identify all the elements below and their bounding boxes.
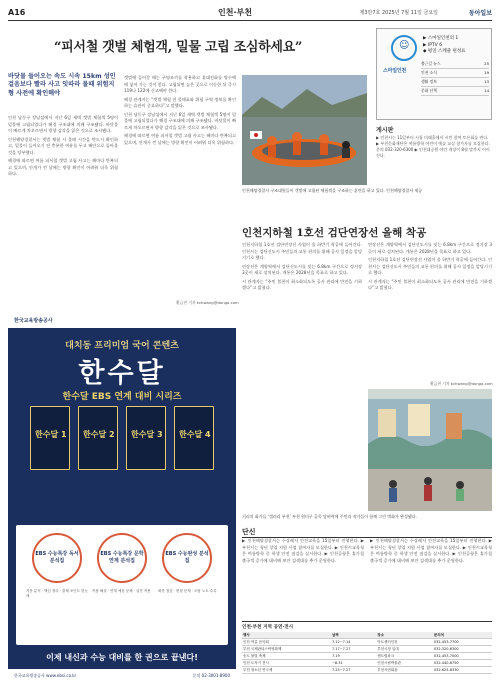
notice-text: ▶ 인천시는 11일부터 시청 미래홀에서 시민 참여 토론회를 연다. ▶ 부천문화재단은 여름방학 어린이 예술 교실 참가자를 모집한다. 문의 032-320-6300 ▶ 인천대공원 야간 개장이 8월 말까지 이어진다.	[376, 135, 490, 158]
table-row: 부천 국제판타스틱영화제 7.17~7.27 부천시청 일대 032-320-6300	[242, 646, 492, 653]
schedule-line: ◆ 평일 스케줄 편성표	[423, 49, 466, 55]
table-header-row: 행사 날짜 장소 문의처	[242, 632, 492, 639]
issue-date: 제3만7호 2025년 7월 11일 금요일	[359, 10, 438, 16]
table-row: 인천 여름 음악회 7.12~7.14 아트센터인천 032-453-7700	[242, 639, 492, 646]
schedule-line: ▶ 스마일인천의 1	[423, 36, 459, 41]
ad-phone: 문의 02-3001-8900	[192, 673, 230, 678]
rescue-photo	[242, 75, 367, 185]
photo-caption: 거리의 화가들 ‘갤러리 부천’ 부천 원미구 골목 담벼락에 주민과 작가들이 함께 그린 벽화가 완성됐다.	[242, 514, 417, 519]
table-row: 인천 소식 19	[421, 69, 489, 78]
events-table-box	[242, 621, 492, 683]
briefs-col2: ▶ 인천해양경찰서는 수상레저 안전교육을 15일부터 진행한다. ▶ 부천시는 청년 창업 지원 사업 참여자를 모집한다. ▶ 인천시교육청은 여름방학 중 학생 안전 점검을 실시한다. ▶ 인천공항은 휴가철 출국객 증가에 대비해 보안 검색대를 추가 운영한다.	[370, 538, 492, 563]
paragraph: 시 관계자는 “주민 불편이 최소화되도록 공사 관리에 만전을 기하겠다”고 밝혔다.	[368, 278, 492, 290]
table-row: 생활 정보 13	[421, 78, 489, 87]
photo-caption: 인천해양경찰서 구조대원들이 갯벌에 고립된 체험객을 구조하는 훈련을 하고 있다. 인천해양경찰서 제공	[242, 188, 423, 193]
schedule-lines	[423, 36, 466, 56]
masthead	[8, 5, 492, 21]
notice-title: 게시판	[376, 127, 394, 134]
smile-logo-icon: ☺	[391, 35, 417, 61]
events-title: 인천·부천 지역 공연·전시	[242, 625, 294, 630]
book-cover: 한수달 2	[78, 406, 118, 470]
paragraph: 인천해양경찰서는 갯벌 체험 시 물때 시간을 반드시 확인하고, 밀물이 들어오기 전 충분한 여유를 두고 해안으로 돌아올 것을 당부했다.	[8, 136, 118, 155]
byline: 황금천 기자 kchwang@donga.com	[176, 300, 239, 305]
badge-completion: EBS 수능완성 분석집	[162, 533, 212, 583]
ad-series: 한수달 EBS 연계 대비 시리즈	[62, 392, 182, 402]
feature-text: 작품 해설 · 연계 예상 문제 · 실전 적용	[92, 589, 151, 593]
headline-subway: 인천지하철 1호선 검단연장선 올해 착공	[242, 227, 427, 239]
ad-website-link[interactable]: 한국교육방송공사 www.ebsi.co.kr	[14, 673, 77, 678]
ad-title: 한수달	[78, 358, 166, 389]
byline: 황금천 기자 kchwang@donga.com	[430, 381, 493, 386]
article2-col1	[242, 242, 362, 382]
paper-logo: 동아일보	[468, 10, 492, 17]
article1-col2	[124, 75, 236, 295]
paragraph: 인천지하철 1호선 검단연장선 사업이 올 하반기 착공에 들어간다. 인천시는 검단신도시 주민들의 교통 편의를 위해 공사 일정을 앞당기기로 했다.	[242, 242, 362, 260]
badge-reading: EBS 수능특강 독서 분석집	[32, 533, 82, 583]
table-row: 인천 도자기 전시 ~8.31 인천시립박물관 032-440-6750	[242, 660, 492, 667]
paragraph: 연장선은 계양역에서 검단신도시를 잇는 6.8km 구간으로 정거장 3곳이 새로 설치된다. 개통은 2028년을 목표로 하고 있다.	[242, 263, 362, 275]
feature-text: 최종 점검 · 변형 문제 · 오답 노트 수록	[158, 589, 217, 593]
paragraph: 인천지하철 1호선 검단연장선 사업이 올 하반기 착공에 들어간다. 인천시는 검단신도시 주민들의 교통 편의를 위해 공사 일정을 앞당기기로 했다.	[368, 257, 492, 275]
ad-features-box	[16, 525, 228, 645]
ad-footer	[8, 669, 236, 683]
schedule-line: ▶ IPTV 6	[423, 42, 443, 48]
table-row: 송도 불빛 축제 7.19 센트럴파크 032-453-7000	[242, 653, 492, 660]
brand-name: 스마일인천	[383, 68, 407, 74]
briefs-col1: ▶ 인천해양경찰서는 수상레저 안전교육을 15일부터 진행한다. ▶ 부천시는 청년 창업 지원 사업 참여자를 모집한다. ▶ 인천시교육청은 여름방학 중 학생 안전 점검을 실시한다. ▶ 인천공항은 휴가철 출국객 증가에 대비해 보안 검색대를 추가 운영한다.	[242, 538, 364, 563]
ad-brand: 한국교육방송공사	[8, 313, 236, 328]
broadcast-box	[376, 28, 492, 120]
paragraph: 해경 관계자는 “갯벌 체험 전 물때표와 위험 구역 정보를 확인하는 습관이 중요하다”고 말했다.	[124, 96, 236, 108]
mural-photo	[368, 389, 492, 511]
paragraph: 연장선은 계양역에서 검단신도시를 잇는 6.8km 구간으로 정거장 3곳이 새로 설치된다. 개통은 2028년을 목표로 하고 있다.	[368, 242, 492, 254]
feature-text: 지문 분석 · 핵심 정리 · 출제 포인트 한눈에	[26, 589, 88, 599]
ebs-ad[interactable]	[8, 313, 236, 683]
paragraph: 인천 남동구 장남섬에서 지난 6일 새벽 갯벌 체험객 5명이 밀물에 고립되었다가 해경 구조대에 의해 구조됐다. 바닷물이 빠르게 차오르면서 방향 감각을 잃은 것으로 조사됐다.	[124, 111, 236, 130]
book-cover: 한수달 4	[174, 406, 214, 470]
ad-tagline: 대치동 프리미엄 국어 콘텐츠	[65, 341, 179, 351]
paragraph: 해경에 따르면 여름 피서철 갯벌 고립 사고는 해마다 반복되고 있으며, 안개가 낀 날에는 방향 확인이 어려워 더욱 위험하다.	[8, 158, 118, 176]
table-row: 문화 산책 14	[421, 87, 489, 96]
article1-col1	[8, 115, 118, 295]
book-cover: 한수달 1	[30, 406, 70, 470]
book-cover: 한수달 3	[126, 406, 166, 470]
table-row: 부천 청소년 연극제 7.25~7.27 부천시민회관 032-625-8330	[242, 667, 492, 674]
section-title: 인천·부천	[218, 8, 252, 17]
page-number: A16	[8, 8, 26, 17]
table-row: 출근길 뉴스 25	[421, 60, 489, 69]
events-table	[242, 632, 492, 674]
schedule-table	[421, 60, 489, 96]
briefs-title: 단신	[242, 527, 492, 538]
subhead-tidal-flat: 바닷물 들어오는 속도 시속 15km 성인 걸음보다 빨라 사고 잇따라 물때 위험지형 사전에 확인해야	[8, 73, 116, 97]
paragraph: 갯벌에 들어갈 때는 구명조끼를 착용하고 휴대전화를 방수팩에 넣어 가는 것이 좋다. 고립되면 높은 곳으로 이동한 뒤 즉시 119나 122에 신고해야 한다.	[124, 75, 236, 93]
badge-literature: EBS 수능특강 문학 연계 분석집	[97, 533, 147, 583]
paragraph: 인천 남동구 장남섬에서 지난 6일 새벽 갯벌 체험객 5명이 밀물에 고립되었다가 해경 구조대에 의해 구조됐다. 바닷물이 빠르게 차오르면서 방향 감각을 잃은 것으로 조사됐다.	[8, 115, 118, 133]
ad-slogan: 이제 내신과 수능 대비를 한 권으로 끝낸다!	[46, 653, 198, 662]
paragraph: 해경에 따르면 여름 피서철 갯벌 고립 사고는 해마다 반복되고 있으며, 안개가 낀 날에는 방향 확인이 어려워 더욱 위험하다.	[124, 133, 236, 145]
headline-tidal-flat: “피서철 갯벌 체험객, 밀물 고립 조심하세요”	[54, 40, 303, 55]
article2-col2	[368, 242, 492, 382]
paragraph: 시 관계자는 “주민 불편이 최소화되도록 공사 관리에 만전을 기하겠다”고 밝혔다.	[242, 278, 362, 290]
